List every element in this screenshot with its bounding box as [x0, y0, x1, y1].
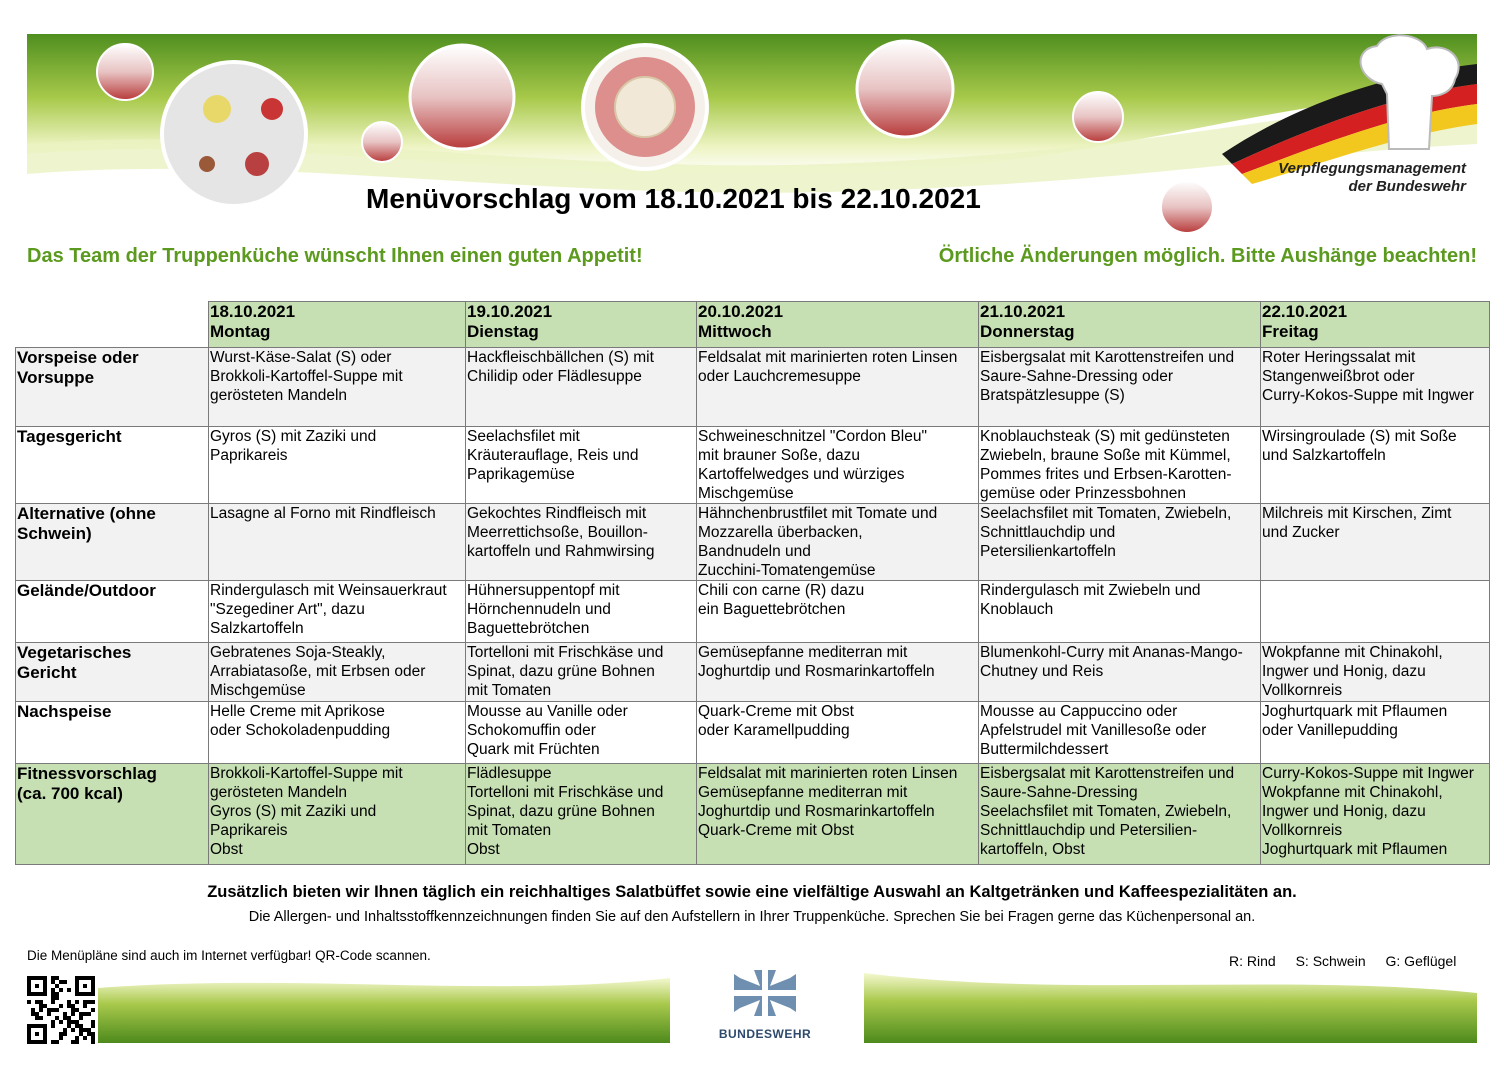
menu-cell — [697, 348, 979, 427]
menu-cell-line: Rindergulasch mit Zwiebeln und — [980, 582, 1201, 599]
menu-cell — [979, 643, 1261, 702]
menu-cell-line: Chili con carne (R) dazu — [698, 582, 865, 599]
menu-cell-line: Lasagne al Forno mit Rindfleisch — [210, 505, 436, 522]
day-name: Freitag — [1262, 322, 1319, 341]
menu-cell — [466, 427, 697, 504]
menu-cell — [1261, 643, 1490, 702]
day-header-5 — [1261, 302, 1490, 348]
menu-cell-line: Brokkoli-Kartoffel-Suppe mit — [210, 368, 403, 385]
menu-cell-line: Joghurtdip und Rosmarinkartoffeln — [698, 663, 935, 680]
menu-cell-line: Kartoffelwedges und würziges — [698, 466, 905, 483]
menu-cell — [209, 348, 466, 427]
allergen-note: Die Allergen- und Inhaltsstoffkennzeichnungen finden Sie auf den Aufstellern in Ihrer Truppenküche. Sprechen Sie bei Fragen gerne das Küchenpersonal an. — [248, 909, 1256, 925]
menu-cell-line: Tortelloni mit Frischkäse und — [467, 644, 664, 661]
menu-cell-line: Obst — [210, 841, 243, 858]
menu-cell — [466, 702, 697, 764]
course-label-line: Vorspeise oder — [17, 348, 139, 367]
menu-cell-line: Gemüsepfanne mediterran mit — [698, 644, 908, 661]
menu-cell-line: Knoblauch — [980, 601, 1054, 618]
menu-cell-line: Quark-Creme mit Obst — [698, 703, 854, 720]
page-title: Menüvorschlag vom 18.10.2021 bis 22.10.2021 — [366, 183, 981, 214]
menu-cell-line: Gyros (S) mit Zaziki und — [210, 803, 377, 820]
menu-cell-line: oder Lauchcremesuppe — [698, 368, 861, 385]
menu-cell — [466, 348, 697, 427]
menu-cell-line: Mousse au Cappuccino oder — [980, 703, 1178, 720]
menu-cell-line: Blumenkohl-Curry mit Ananas-Mango- — [980, 644, 1243, 661]
legend-schwein: S: Schwein — [1295, 953, 1366, 969]
course-label-line: Tagesgericht — [17, 427, 122, 446]
menu-cell-line: Chutney und Reis — [980, 663, 1104, 680]
menu-cell-line: Feldsalat mit marinierten roten Linsen — [698, 765, 958, 782]
menu-cell — [1261, 504, 1490, 581]
bundeswehr-cross-icon — [730, 968, 800, 1018]
menu-cell — [697, 764, 979, 865]
menu-cell — [1261, 348, 1490, 427]
menu-row — [16, 702, 1490, 764]
menu-cell — [1261, 702, 1490, 764]
menu-cell — [979, 702, 1261, 764]
course-label — [16, 348, 209, 427]
menu-cell — [979, 427, 1261, 504]
course-label — [16, 764, 209, 865]
salad-buffet-note: Zusätzlich bieten wir Ihnen täglich ein reichhaltiges Salatbüffet sowie eine vielfältige Auswahl an Kaltgetränken und Kaffeespezialitäten an. — [207, 883, 1297, 901]
day-header-row — [16, 302, 1490, 348]
course-label-line: Vorsuppe — [17, 368, 95, 387]
menu-cell-line: Bandnudeln und — [698, 543, 811, 560]
course-label-line: Alternative (ohne — [17, 504, 156, 523]
menu-cell — [466, 643, 697, 702]
menu-cell-line: Obst — [467, 841, 500, 858]
menu-cell-line: Eisbergsalat mit Karottenstreifen und — [980, 349, 1235, 366]
menu-cell — [979, 504, 1261, 581]
menu-cell — [697, 702, 979, 764]
menu-cell-line: Joghurtquark mit Pflaumen — [1262, 703, 1448, 720]
menu-cell-line: Gyros (S) mit Zaziki und — [210, 428, 377, 445]
menu-cell-line: Salzkartoffeln — [210, 620, 304, 637]
menu-cell-line: Zwiebeln, braune Soße mit Kümmel, — [980, 447, 1231, 464]
menu-cell-line: Knoblauchsteak (S) mit gedünsteten — [980, 428, 1230, 445]
menu-cell-line: Seelachsfilet mit Tomaten, Zwiebeln, — [980, 803, 1232, 820]
menu-cell-line: Eisbergsalat mit Karottenstreifen und — [980, 765, 1235, 782]
qr-code[interactable] — [27, 976, 95, 1044]
menu-cell-line: Wokpfanne mit Chinakohl, — [1262, 784, 1443, 801]
menu-cell-line: Mischgemüse — [210, 682, 306, 699]
bundeswehr-logo-text: BUNDESWEHR — [718, 1027, 812, 1041]
menu-cell — [466, 764, 697, 865]
menu-cell-line: Mozzarella überbacken, — [698, 524, 863, 541]
menu-cell-line: Saure-Sahne-Dressing oder — [980, 368, 1173, 385]
day-header-1 — [209, 302, 466, 348]
menu-cell — [697, 427, 979, 504]
menu-cell-line: und Salzkartoffeln — [1262, 447, 1386, 464]
menu-cell-line: Vollkornreis — [1262, 822, 1343, 839]
menu-cell-line: und Zucker — [1262, 524, 1340, 541]
menu-cell-line: Quark-Creme mit Obst — [698, 822, 854, 839]
course-label-line: Schwein) — [17, 524, 92, 543]
menu-cell-line: Spinat, dazu grüne Bohnen — [467, 663, 655, 680]
menu-cell-line: Buttermilchdessert — [980, 741, 1109, 758]
menu-cell — [979, 764, 1261, 865]
day-header-2 — [466, 302, 697, 348]
menu-cell-line: Hörnchennudeln und — [467, 601, 611, 618]
meat-legend — [1229, 953, 1472, 969]
legend-gefluegel: G: Geflügel — [1385, 953, 1457, 969]
menu-cell — [1261, 764, 1490, 865]
menu-cell — [209, 702, 466, 764]
menu-cell-line: Paprikareis — [210, 822, 288, 839]
menu-cell-line: Bratspätzlesuppe (S) — [980, 387, 1125, 404]
menu-cell-line: Schnittlauchdip und Petersilien- — [980, 822, 1198, 839]
course-label — [16, 427, 209, 504]
menu-cell — [466, 504, 697, 581]
day-date: 18.10.2021 — [210, 302, 296, 321]
day-name: Dienstag — [467, 322, 539, 341]
menu-cell — [697, 504, 979, 581]
menu-cell-line: kartoffeln und Rahmwirsing — [467, 543, 655, 560]
menu-cell-line: Vollkornreis — [1262, 682, 1343, 699]
menu-cell-line: Wurst-Käse-Salat (S) oder — [210, 349, 392, 366]
menu-row — [16, 643, 1490, 702]
menu-cell-line: Curry-Kokos-Suppe mit Ingwer — [1262, 765, 1474, 782]
menu-cell-line: Hackfleischbällchen (S) mit — [467, 349, 654, 366]
menu-cell-line: Roter Heringssalat mit — [1262, 349, 1416, 366]
menu-cell-line: Helle Creme mit Aprikose — [210, 703, 385, 720]
course-label — [16, 504, 209, 581]
day-date: 21.10.2021 — [980, 302, 1066, 321]
brand-line-1: Verpflegungsmanagement — [1278, 160, 1466, 177]
menu-cell-line: mit brauner Soße, dazu — [698, 447, 860, 464]
menu-cell-line: Stangenweißbrot oder — [1262, 368, 1415, 385]
menu-cell-line: Milchreis mit Kirschen, Zimt — [1262, 505, 1452, 522]
menu-cell-line: Baguettebrötchen — [467, 620, 590, 637]
menu-cell — [1261, 581, 1490, 643]
menu-cell-line: Joghurtquark mit Pflaumen — [1262, 841, 1448, 858]
menu-cell-line: Pommes frites und Erbsen-Karotten- — [980, 466, 1232, 483]
menu-cell-line: oder Schokoladenpudding — [210, 722, 391, 739]
menu-cell-line: Paprikareis — [210, 447, 288, 464]
menu-row — [16, 504, 1490, 581]
menu-cell — [209, 764, 466, 865]
internet-note: Die Menüpläne sind auch im Internet verfügbar! QR-Code scannen. — [27, 948, 431, 963]
menu-cell-line: oder Vanillepudding — [1262, 722, 1398, 739]
menu-cell-line: mit Tomaten — [467, 682, 552, 699]
day-date: 19.10.2021 — [467, 302, 553, 321]
slogan-left: Das Team der Truppenküche wünscht Ihnen einen guten Appetit! — [27, 245, 643, 267]
menu-cell-line: Paprikagemüse — [467, 466, 575, 483]
course-label-line: (ca. 700 kcal) — [17, 784, 123, 803]
menu-cell-line: kartoffeln, Obst — [980, 841, 1085, 858]
menu-cell-line: gerösteten Mandeln — [210, 387, 348, 404]
day-date: 20.10.2021 — [698, 302, 784, 321]
menu-cell-line: Schokomuffin oder — [467, 722, 596, 739]
menu-cell-line: "Szegediner Art", dazu — [210, 601, 365, 618]
menu-cell — [209, 427, 466, 504]
footer-swoosh-right — [864, 968, 1477, 1043]
day-header-4 — [979, 302, 1261, 348]
menu-row — [16, 581, 1490, 643]
menu-cell — [209, 504, 466, 581]
menu-cell-line: Seelachsfilet mit — [467, 428, 580, 445]
menu-cell-line: Meerrettichsoße, Bouillon- — [467, 524, 648, 541]
menu-cell-line: Chilidip oder Flädlesuppe — [467, 368, 642, 385]
course-label-line: Nachspeise — [17, 702, 112, 721]
menu-table — [15, 301, 1490, 865]
menu-cell — [209, 643, 466, 702]
menu-cell — [697, 643, 979, 702]
menu-cell-line: Wokpfanne mit Chinakohl, — [1262, 644, 1443, 661]
menu-cell-line: Seelachsfilet mit Tomaten, Zwiebeln, — [980, 505, 1232, 522]
menu-cell-line: ein Baguettebrötchen — [698, 601, 846, 618]
course-label-line: Vegetarisches — [17, 643, 132, 662]
menu-cell-line: Quark mit Früchten — [467, 741, 600, 758]
menu-cell-line: Brokkoli-Kartoffel-Suppe mit — [210, 765, 403, 782]
menu-cell-line: Mousse au Vanille oder — [467, 703, 628, 720]
menu-row — [16, 764, 1490, 865]
menu-cell-line: oder Karamellpudding — [698, 722, 850, 739]
menu-cell-line: Zucchini-Tomatengemüse — [698, 562, 876, 579]
menu-cell-line: Flädlesuppe — [467, 765, 552, 782]
menu-cell-line: Kräuterauflage, Reis und — [467, 447, 639, 464]
menu-cell-line: Wirsingroulade (S) mit Soße — [1262, 428, 1457, 445]
day-name: Montag — [210, 322, 271, 341]
slogan-right: Örtliche Änderungen möglich. Bitte Aushänge beachten! — [938, 245, 1477, 267]
menu-cell-line: Arrabiatasoße, mit Erbsen oder — [210, 663, 426, 680]
menu-cell — [979, 348, 1261, 427]
course-label-line: Gericht — [17, 663, 77, 682]
course-label-line: Gelände/Outdoor — [17, 581, 156, 600]
menu-cell-line: Schnittlauchdip und — [980, 524, 1116, 541]
menu-cell-line: Mischgemüse — [698, 485, 794, 502]
brand-line-2: der Bundeswehr — [1348, 178, 1466, 195]
menu-cell-line: Ingwer und Honig, dazu — [1262, 663, 1426, 680]
menu-cell-line: gerösteten Mandeln — [210, 784, 348, 801]
table-corner — [16, 302, 209, 348]
course-label — [16, 581, 209, 643]
menu-cell-line: Joghurtdip und Rosmarinkartoffeln — [698, 803, 935, 820]
menu-cell-line: Gemüsepfanne mediterran mit — [698, 784, 908, 801]
menu-cell-line: Hähnchenbrustfilet mit Tomate und — [698, 505, 938, 522]
menu-cell — [979, 581, 1261, 643]
menu-cell-line: Ingwer und Honig, dazu — [1262, 803, 1426, 820]
menu-cell-line: Petersilienkartoffeln — [980, 543, 1116, 560]
course-label — [16, 702, 209, 764]
menu-cell-line: Feldsalat mit marinierten roten Linsen — [698, 349, 958, 366]
menu-cell — [466, 581, 697, 643]
day-name: Donnerstag — [980, 322, 1075, 341]
menu-cell-line: Apfelstrudel mit Vanillesoße oder — [980, 722, 1207, 739]
menu-cell-line: Hühnersuppentopf mit — [467, 582, 620, 599]
course-label — [16, 643, 209, 702]
menu-row — [16, 348, 1490, 427]
day-header-3 — [697, 302, 979, 348]
menu-cell-line: Gekochtes Rindfleisch mit — [467, 505, 647, 522]
day-date: 22.10.2021 — [1262, 302, 1348, 321]
brand-logo-text — [1258, 160, 1466, 196]
menu-cell-line: Tortelloni mit Frischkäse und — [467, 784, 664, 801]
menu-cell-line: gemüse oder Prinzessbohnen — [980, 485, 1186, 502]
menu-cell-line: Saure-Sahne-Dressing — [980, 784, 1138, 801]
menu-cell-line: Curry-Kokos-Suppe mit Ingwer — [1262, 387, 1474, 404]
day-name: Mittwoch — [698, 322, 772, 341]
course-label-line: Fitnessvorschlag — [17, 764, 157, 783]
menu-cell-line: mit Tomaten — [467, 822, 552, 839]
footer-swoosh-left — [98, 968, 670, 1043]
menu-cell-line: Spinat, dazu grüne Bohnen — [467, 803, 655, 820]
legend-rind: R: Rind — [1229, 953, 1276, 969]
menu-row — [16, 427, 1490, 504]
menu-cell-line: Rindergulasch mit Weinsauerkraut — [210, 582, 447, 599]
menu-cell — [697, 581, 979, 643]
menu-cell-line: Gebratenes Soja-Steakly, — [210, 644, 386, 661]
menu-cell-line: Schweineschnitzel "Cordon Bleu" — [698, 428, 927, 445]
menu-cell — [1261, 427, 1490, 504]
menu-cell — [209, 581, 466, 643]
